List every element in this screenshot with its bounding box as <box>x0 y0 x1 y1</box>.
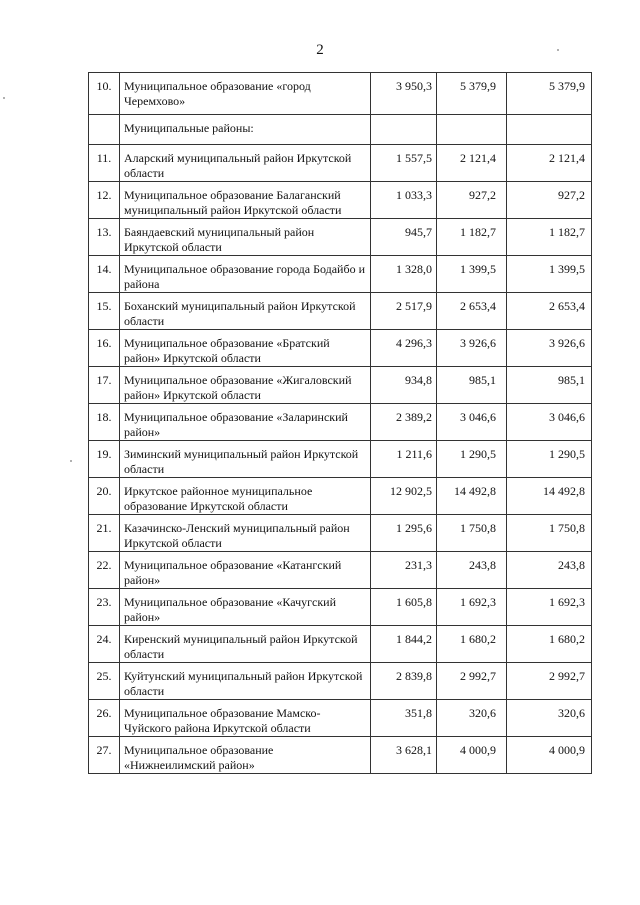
value-col-1: 1 844,2 <box>371 626 437 663</box>
value-col-2: 3 046,6 <box>437 404 507 441</box>
municipality-name: Куйтунский муниципальный район Иркутской области <box>120 663 371 700</box>
value-col-3: 1 750,8 <box>507 515 592 552</box>
table-row <box>89 663 592 700</box>
value-col-3: 2 992,7 <box>507 663 592 700</box>
value-col-3: 1 290,5 <box>507 441 592 478</box>
row-number: 12. <box>89 182 120 219</box>
value-col-2: 2 992,7 <box>437 663 507 700</box>
table-row <box>89 404 592 441</box>
value-col-3: 1 692,3 <box>507 589 592 626</box>
table-row <box>89 478 592 515</box>
value-col-1-empty <box>371 115 437 145</box>
value-col-3: 4 000,9 <box>507 737 592 774</box>
row-number: 25. <box>89 663 120 700</box>
table-row <box>89 256 592 293</box>
row-number: 13. <box>89 219 120 256</box>
row-number: 14. <box>89 256 120 293</box>
value-col-1: 945,7 <box>371 219 437 256</box>
municipality-name: Муниципальное образование «Катангский район» <box>120 552 371 589</box>
value-col-2: 2 653,4 <box>437 293 507 330</box>
value-col-2: 5 379,9 <box>437 73 507 115</box>
value-col-1: 1 605,8 <box>371 589 437 626</box>
value-col-3: 927,2 <box>507 182 592 219</box>
budget-table <box>88 72 592 774</box>
row-number: 17. <box>89 367 120 404</box>
municipality-name: Баяндаевский муниципальный район Иркутской области <box>120 219 371 256</box>
value-col-2: 1 290,5 <box>437 441 507 478</box>
municipality-name: Зиминский муниципальный район Иркутской области <box>120 441 371 478</box>
value-col-3: 320,6 <box>507 700 592 737</box>
value-col-1: 3 950,3 <box>371 73 437 115</box>
table-row <box>89 293 592 330</box>
value-col-2: 243,8 <box>437 552 507 589</box>
value-col-2: 1 399,5 <box>437 256 507 293</box>
table-row <box>89 626 592 663</box>
value-col-2: 927,2 <box>437 182 507 219</box>
value-col-1: 4 296,3 <box>371 330 437 367</box>
row-number: 10. <box>89 73 120 115</box>
row-number-empty <box>89 115 120 145</box>
value-col-3: 1 680,2 <box>507 626 592 663</box>
table-row <box>89 441 592 478</box>
value-col-2: 320,6 <box>437 700 507 737</box>
value-col-1: 2 389,2 <box>371 404 437 441</box>
municipality-name: Боханский муниципальный район Иркутской области <box>120 293 371 330</box>
row-number: 27. <box>89 737 120 774</box>
value-col-2: 985,1 <box>437 367 507 404</box>
table-row <box>89 182 592 219</box>
value-col-1: 1 557,5 <box>371 145 437 182</box>
municipality-name: Муниципальное образование Мамско-Чуйского района Иркутской области <box>120 700 371 737</box>
budget-table-body <box>89 73 592 774</box>
scan-speck <box>3 97 5 99</box>
table-row <box>89 700 592 737</box>
value-col-1: 2 517,9 <box>371 293 437 330</box>
table-row <box>89 330 592 367</box>
value-col-3: 1 182,7 <box>507 219 592 256</box>
scan-speck <box>70 460 72 462</box>
value-col-2: 4 000,9 <box>437 737 507 774</box>
value-col-2: 3 926,6 <box>437 330 507 367</box>
municipality-name: Муниципальное образование «Нижнеилимский район» <box>120 737 371 774</box>
row-number: 16. <box>89 330 120 367</box>
value-col-3: 14 492,8 <box>507 478 592 515</box>
value-col-3: 985,1 <box>507 367 592 404</box>
section-heading: Муниципальные районы: <box>120 115 371 145</box>
value-col-1: 1 033,3 <box>371 182 437 219</box>
value-col-1: 1 211,6 <box>371 441 437 478</box>
value-col-3: 3 926,6 <box>507 330 592 367</box>
value-col-2: 1 750,8 <box>437 515 507 552</box>
municipality-name: Казачинско-Ленский муниципальный район Иркутской области <box>120 515 371 552</box>
municipality-name: Муниципальное образование «Заларинский район» <box>120 404 371 441</box>
table-row <box>89 145 592 182</box>
row-number: 23. <box>89 589 120 626</box>
municipality-name: Муниципальное образование «город Черемхово» <box>120 73 371 115</box>
value-col-3: 2 653,4 <box>507 293 592 330</box>
row-number: 24. <box>89 626 120 663</box>
value-col-3-empty <box>507 115 592 145</box>
section-heading-row <box>89 115 592 145</box>
row-number: 11. <box>89 145 120 182</box>
value-col-1: 3 628,1 <box>371 737 437 774</box>
municipality-name: Киренский муниципальный район Иркутской области <box>120 626 371 663</box>
row-number: 22. <box>89 552 120 589</box>
value-col-1: 934,8 <box>371 367 437 404</box>
value-col-1: 12 902,5 <box>371 478 437 515</box>
page-number: 2 <box>316 42 324 58</box>
value-col-3: 243,8 <box>507 552 592 589</box>
municipality-name: Муниципальное образование «Качугский район» <box>120 589 371 626</box>
value-col-1: 1 328,0 <box>371 256 437 293</box>
value-col-2: 1 692,3 <box>437 589 507 626</box>
value-col-3: 1 399,5 <box>507 256 592 293</box>
table-row <box>89 515 592 552</box>
value-col-1: 231,3 <box>371 552 437 589</box>
value-col-2: 1 182,7 <box>437 219 507 256</box>
value-col-3: 5 379,9 <box>507 73 592 115</box>
municipality-name: Иркутское районное муниципальное образование Иркутской области <box>120 478 371 515</box>
row-number: 15. <box>89 293 120 330</box>
municipality-name: Муниципальное образование Балаганский муниципальный район Иркутской области <box>120 182 371 219</box>
value-col-2: 1 680,2 <box>437 626 507 663</box>
table-row <box>89 552 592 589</box>
table-row <box>89 367 592 404</box>
value-col-2-empty <box>437 115 507 145</box>
row-number: 19. <box>89 441 120 478</box>
value-col-2: 14 492,8 <box>437 478 507 515</box>
scan-speck <box>557 49 559 51</box>
municipality-name: Муниципальное образование «Жигаловский район» Иркутской области <box>120 367 371 404</box>
row-number: 26. <box>89 700 120 737</box>
value-col-3: 2 121,4 <box>507 145 592 182</box>
row-number: 18. <box>89 404 120 441</box>
table-row <box>89 219 592 256</box>
municipality-name: Аларский муниципальный район Иркутской области <box>120 145 371 182</box>
table-row <box>89 737 592 774</box>
value-col-1: 2 839,8 <box>371 663 437 700</box>
value-col-2: 2 121,4 <box>437 145 507 182</box>
row-number: 21. <box>89 515 120 552</box>
table-row <box>89 73 592 115</box>
municipality-name: Муниципальное образование «Братский район» Иркутской области <box>120 330 371 367</box>
row-number: 20. <box>89 478 120 515</box>
value-col-1: 351,8 <box>371 700 437 737</box>
value-col-1: 1 295,6 <box>371 515 437 552</box>
municipality-name: Муниципальное образование города Бодайбо и района <box>120 256 371 293</box>
table-row <box>89 589 592 626</box>
value-col-3: 3 046,6 <box>507 404 592 441</box>
